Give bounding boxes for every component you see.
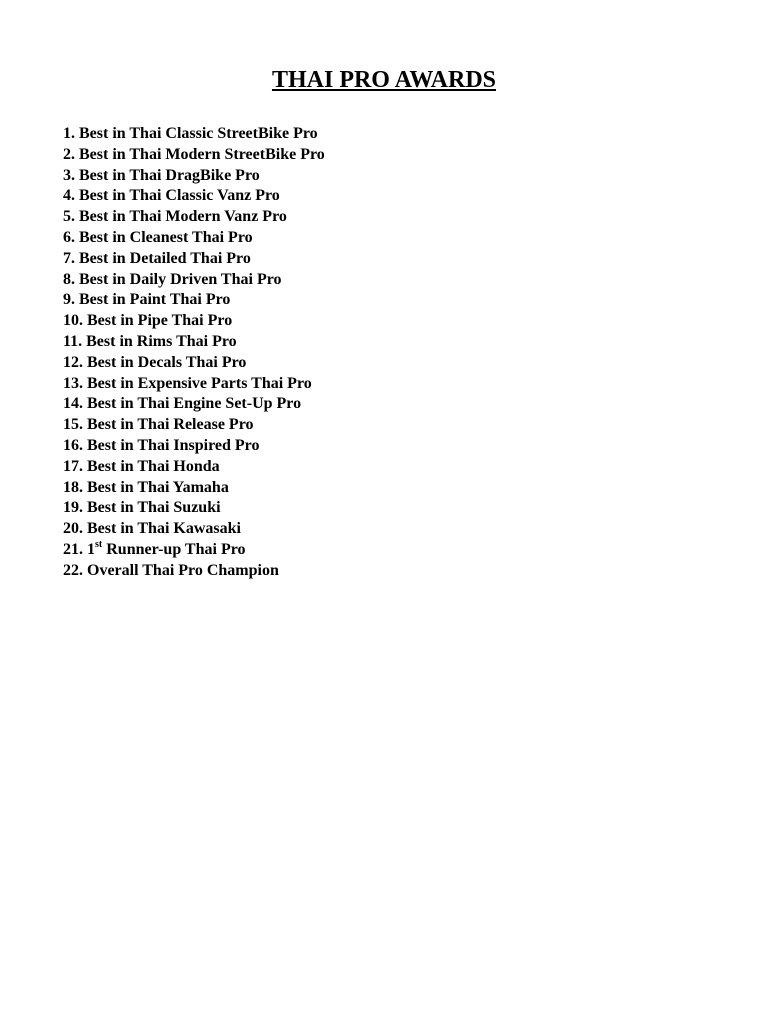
- award-label: Best in Detailed Thai Pro: [79, 249, 251, 267]
- award-label: Overall Thai Pro Champion: [87, 561, 279, 579]
- award-number: 12.: [63, 353, 83, 371]
- award-item: [63, 186, 325, 207]
- award-item: [63, 228, 325, 249]
- award-label: Best in Rims Thai Pro: [86, 332, 237, 350]
- award-number: 2.: [63, 145, 75, 163]
- award-label: Best in Decals Thai Pro: [87, 353, 247, 371]
- award-item: [63, 207, 325, 228]
- award-item: [63, 249, 325, 270]
- award-item: [63, 290, 325, 311]
- award-item: [63, 374, 325, 395]
- document-title: THAI PRO AWARDS: [271, 67, 497, 93]
- award-label: Best in Pipe Thai Pro: [87, 312, 233, 330]
- award-number: 6.: [63, 228, 75, 246]
- award-label: Best in Daily Driven Thai Pro: [79, 270, 282, 288]
- award-number: 21.: [63, 540, 83, 558]
- award-item: [63, 478, 325, 499]
- award-label: Best in Thai Suzuki: [87, 499, 221, 517]
- award-number: 15.: [63, 416, 83, 434]
- award-ordinal-suffix: st: [95, 538, 103, 550]
- award-number: 9.: [63, 291, 75, 309]
- award-number: 10.: [63, 312, 83, 330]
- award-number: 13.: [63, 374, 83, 392]
- award-number: 8.: [63, 270, 75, 288]
- award-label: Best in Thai Classic StreetBike Pro: [79, 125, 318, 142]
- award-label: Best in Thai DragBike Pro: [79, 166, 260, 184]
- award-number: 20.: [63, 520, 83, 538]
- award-number: 1.: [63, 125, 75, 142]
- award-label: Best in Thai Modern StreetBike Pro: [79, 145, 325, 163]
- award-label: Best in Thai Yamaha: [87, 478, 229, 496]
- award-item: [63, 436, 325, 457]
- award-number: 17.: [63, 457, 83, 475]
- award-item: [63, 332, 325, 353]
- award-label: Best in Thai Kawasaki: [87, 520, 241, 538]
- award-item: [63, 498, 325, 519]
- award-number: 5.: [63, 208, 75, 226]
- award-label: Best in Thai Classic Vanz Pro: [79, 187, 280, 205]
- award-number: 14.: [63, 395, 83, 413]
- award-number: 19.: [63, 499, 83, 517]
- award-label: Best in Thai Modern Vanz Pro: [79, 208, 287, 226]
- award-item: [63, 311, 325, 332]
- award-item: [63, 561, 325, 582]
- award-label: Best in Thai Release Pro: [87, 416, 254, 434]
- award-number: 11.: [63, 332, 83, 350]
- award-item: [63, 124, 325, 145]
- award-label: Best in Cleanest Thai Pro: [79, 228, 253, 246]
- award-number: 3.: [63, 166, 75, 184]
- award-item: [63, 540, 325, 561]
- award-item: [63, 270, 325, 291]
- award-item: [63, 457, 325, 478]
- award-label: Best in Paint Thai Pro: [79, 291, 231, 309]
- award-list: [63, 124, 325, 582]
- award-item: [63, 519, 325, 540]
- award-number: 7.: [63, 249, 75, 267]
- award-number: 4.: [63, 187, 75, 205]
- award-item: [63, 145, 325, 166]
- award-item: [63, 353, 325, 374]
- award-label: Best in Thai Engine Set-Up Pro: [87, 395, 302, 413]
- award-item: [63, 415, 325, 436]
- award-number: 18.: [63, 478, 83, 496]
- award-item: [63, 394, 325, 415]
- award-ordinal: 1: [87, 540, 95, 558]
- award-label: Best in Thai Inspired Pro: [87, 436, 260, 454]
- award-label: Runner-up Thai Pro: [106, 540, 246, 558]
- award-number: 16.: [63, 436, 83, 454]
- award-item: [63, 166, 325, 187]
- award-label: Best in Expensive Parts Thai Pro: [87, 374, 312, 392]
- award-label: Best in Thai Honda: [87, 457, 220, 475]
- award-number: 22.: [63, 561, 83, 579]
